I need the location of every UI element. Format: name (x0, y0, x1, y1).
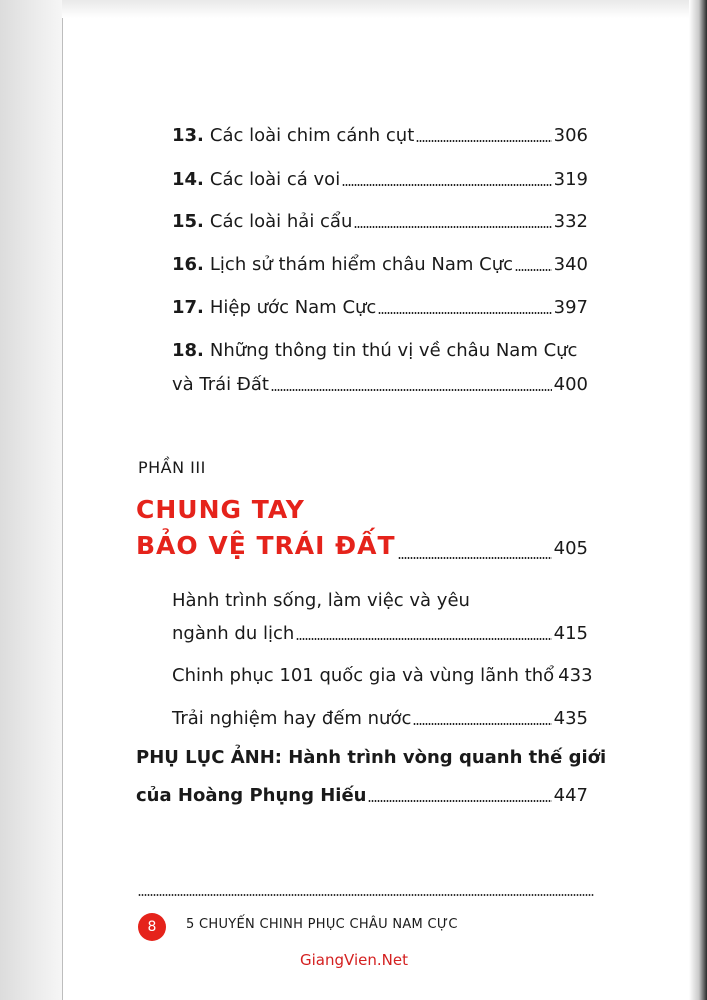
toc-entry-page: 400 (553, 374, 588, 395)
part-item-page: 433 (558, 665, 593, 686)
toc-entry-page: 319 (553, 169, 588, 190)
toc-entry-18-line1 (172, 339, 577, 363)
part-title-line2-row (136, 530, 588, 565)
toc-entry-13 (172, 124, 588, 148)
toc-entry-number: 17. (172, 297, 204, 318)
toc-leader-dots (515, 269, 552, 271)
part-item-title: ngành du lịch (172, 623, 295, 644)
watermark-text: GiangVien.Net (300, 951, 408, 969)
appendix-page: 447 (553, 785, 588, 806)
part-item-a-line1: Hành trình sống, làm việc và yêu (172, 590, 470, 611)
toc-entry-title: Lịch sử thám hiểm châu Nam Cực (209, 254, 514, 275)
toc-entry-page: 397 (553, 297, 588, 318)
toc-entry-number: 15. (172, 211, 204, 232)
part-title-line1: CHUNG TAY (136, 495, 305, 524)
toc-entry-15 (172, 210, 588, 234)
toc-entry-number: 13. (172, 125, 204, 146)
toc-leader-dots (368, 800, 551, 802)
toc-leader-dots (296, 638, 551, 640)
toc-leader-dots (271, 389, 552, 391)
part-page: 405 (553, 538, 588, 559)
part-item-b (172, 664, 593, 688)
page-number: 8 (147, 919, 157, 935)
appendix-line1: PHỤ LỤC ẢNH: Hành trình vòng quanh thế giới (136, 747, 607, 768)
part-item-title: Chinh phục 101 quốc gia và vùng lãnh thổ (172, 665, 555, 686)
footer-book-title: 5 CHUYẾN CHINH PHỤC CHÂU NAM CỰC (186, 917, 458, 932)
toc-entry-18-line2 (172, 373, 588, 397)
toc-entry-14 (172, 168, 588, 192)
page-right-edge (689, 0, 707, 1000)
toc-leader-dots (413, 723, 551, 725)
toc-entry-page: 332 (553, 211, 588, 232)
toc-leader-dots (342, 184, 551, 186)
toc-entry-page: 306 (553, 125, 588, 146)
toc-entry-number: 16. (172, 254, 204, 275)
toc-leader-dots (416, 140, 551, 142)
toc-entry-title: Những thông tin thú vị về châu Nam Cực (209, 340, 578, 361)
toc-entry-number: 18. (172, 340, 204, 361)
part-item-page: 415 (553, 623, 588, 644)
page-top-shadow (62, 0, 689, 18)
toc-entry-title-continued: và Trái Đất (172, 374, 269, 395)
appendix-line2 (136, 784, 588, 808)
toc-entry-title: Các loài hải cẩu (209, 211, 353, 232)
part-label: PHẦN III (138, 458, 206, 477)
appendix-title: của Hoàng Phụng Hiếu (136, 785, 367, 806)
part-item-a-line2 (172, 622, 588, 646)
toc-entry-title: Các loài cá voi (209, 169, 341, 190)
page-gutter-shadow (0, 0, 62, 1000)
toc-entry-title: Hiệp ước Nam Cực (209, 297, 377, 318)
toc-leader-dots (354, 226, 551, 228)
part-title-line2: BẢO VỆ TRÁI ĐẤT (136, 531, 396, 560)
toc-entry-17 (172, 296, 588, 320)
toc-entry-number: 14. (172, 169, 204, 190)
toc-leader-dots (378, 312, 551, 314)
part-item-c (172, 707, 588, 731)
page-number-badge (138, 913, 166, 941)
toc-entry-16 (172, 253, 588, 277)
toc-entry-title: Các loài chim cánh cụt (209, 125, 415, 146)
part-item-title: Trải nghiệm hay đếm nước (172, 708, 412, 729)
part-item-page: 435 (553, 708, 588, 729)
footer-dotted-rule (138, 894, 594, 896)
toc-entry-page: 340 (553, 254, 588, 275)
page-gutter-line (62, 0, 63, 1000)
toc-leader-dots (398, 557, 552, 559)
